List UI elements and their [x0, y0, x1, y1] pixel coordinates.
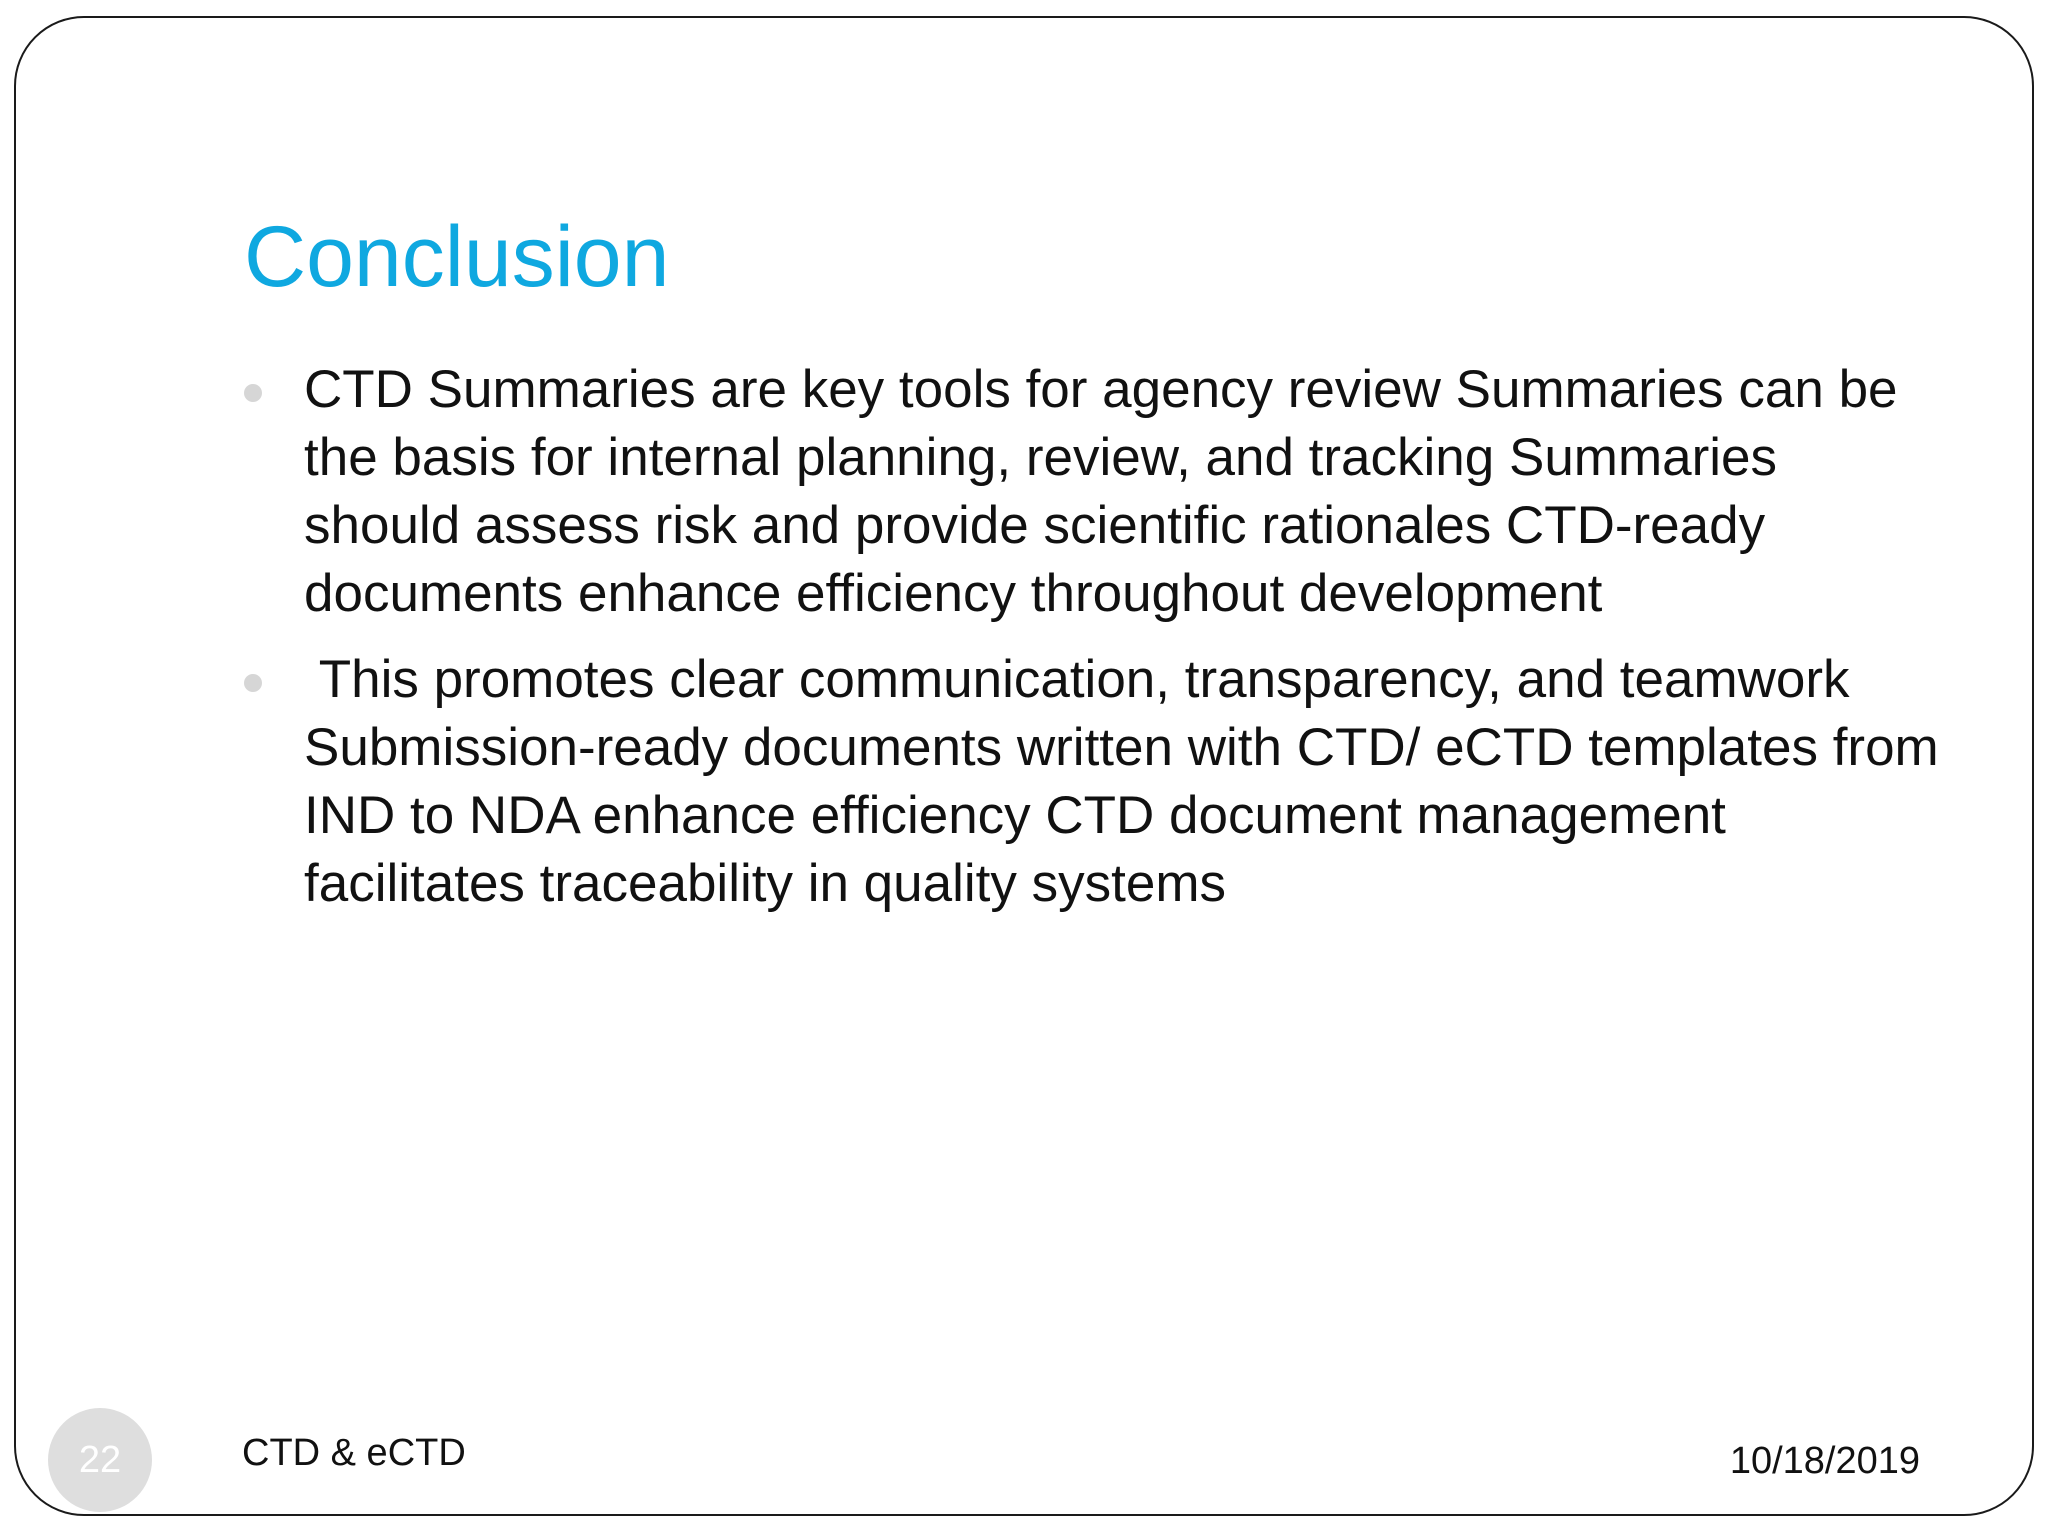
- footer-date: 10/18/2019: [1729, 1440, 1920, 1482]
- slide-title: Conclusion: [244, 209, 670, 305]
- footer-text: CTD & eCTD: [242, 1432, 466, 1474]
- bullet-text: This promotes clear communication, transparency, and teamwork Submission-ready documents written with CTD/ eCTD templates from IND to NDA enhance efficiency CTD document management facilitates traceability in quality systems: [304, 650, 1954, 913]
- bullet-dot-icon: [244, 384, 262, 402]
- bullet-text: CTD Summaries are key tools for agency review Summaries can be the basis for internal planning, review, and tracking Summaries should assess risk and provide scientific rationales CTD-ready documents enhance efficiency throughout development: [304, 360, 1898, 623]
- bullet-item: [244, 356, 1944, 628]
- bullet-dot-icon: [244, 674, 262, 692]
- slide-frame: [14, 16, 2034, 1516]
- bullet-list: [244, 356, 1954, 936]
- slide-number: 22: [48, 1408, 152, 1512]
- bullet-item: [244, 646, 1954, 918]
